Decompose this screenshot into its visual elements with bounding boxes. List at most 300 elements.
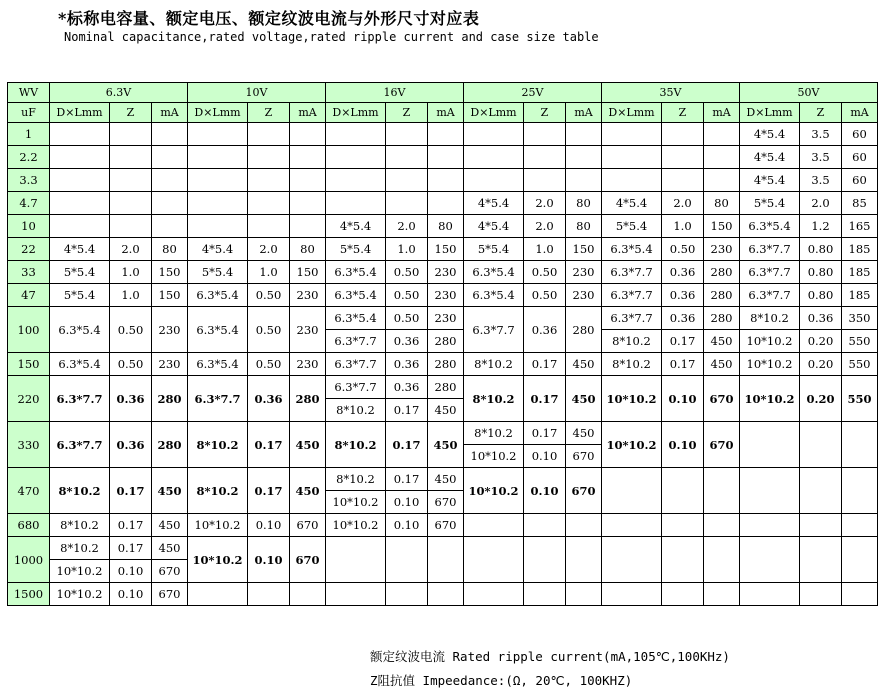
capacitance-value: 22 [8, 238, 50, 261]
empty-cell [662, 583, 704, 606]
empty-cell [740, 583, 800, 606]
ripple-cell: 80 [152, 238, 188, 261]
case-size-cell: 10*10.2 [602, 376, 662, 422]
impedance-cell: 1.2 [800, 215, 842, 238]
ripple-header: mA [290, 103, 326, 123]
empty-cell [386, 537, 428, 583]
impedance-cell: 0.17 [248, 468, 290, 514]
ripple-cell: 550 [842, 353, 878, 376]
case-size-cell: 10*10.2 [464, 468, 524, 514]
empty-cell [524, 583, 566, 606]
empty-cell [248, 146, 290, 169]
case-size-cell: 8*10.2 [464, 376, 524, 422]
empty-cell [464, 146, 524, 169]
impedance-cell: 0.10 [386, 514, 428, 537]
ripple-cell: 450 [704, 353, 740, 376]
impedance-cell: 0.36 [386, 330, 428, 353]
empty-cell [464, 514, 524, 537]
ripple-cell: 670 [704, 422, 740, 468]
case-size-cell: 10*10.2 [188, 537, 248, 583]
case-size-cell: 6.3*5.4 [188, 307, 248, 353]
size-header: D×Lmm [602, 103, 662, 123]
voltage-header: 16V [326, 83, 464, 103]
impedance-cell: 0.50 [110, 353, 152, 376]
empty-cell [188, 146, 248, 169]
empty-cell [842, 422, 878, 468]
ripple-cell: 230 [428, 261, 464, 284]
empty-cell [464, 537, 524, 583]
ripple-cell: 150 [152, 261, 188, 284]
ripple-cell: 230 [152, 353, 188, 376]
case-size-cell: 10*10.2 [464, 445, 524, 468]
ripple-cell: 450 [152, 537, 188, 560]
page-title: *标称电容量、额定电压、额定纹波电流与外形尺寸对应表 [58, 9, 480, 28]
impedance-cell: 0.10 [662, 376, 704, 422]
column-header-row [8, 103, 878, 123]
capacitance-value: 10 [8, 215, 50, 238]
impedance-cell: 2.0 [524, 215, 566, 238]
empty-cell [704, 123, 740, 146]
empty-cell [662, 169, 704, 192]
empty-cell [704, 583, 740, 606]
capacitance-value: 100 [8, 307, 50, 353]
size-header: D×Lmm [326, 103, 386, 123]
ripple-cell: 450 [566, 353, 602, 376]
case-size-cell: 10*10.2 [740, 330, 800, 353]
ripple-cell: 280 [428, 353, 464, 376]
empty-cell [386, 146, 428, 169]
ripple-cell: 450 [428, 468, 464, 491]
ripple-cell: 80 [566, 192, 602, 215]
empty-cell [704, 169, 740, 192]
voltage-header: 6.3V [50, 83, 188, 103]
ripple-cell: 185 [842, 261, 878, 284]
empty-cell [800, 422, 842, 468]
impedance-cell: 0.10 [110, 583, 152, 606]
empty-cell [602, 468, 662, 514]
ripple-cell: 60 [842, 146, 878, 169]
impedance-cell: 0.36 [662, 284, 704, 307]
case-size-cell: 5*5.4 [740, 192, 800, 215]
ripple-cell: 230 [566, 284, 602, 307]
capacitance-value: 4.7 [8, 192, 50, 215]
case-size-cell: 6.3*7.7 [602, 307, 662, 330]
case-size-cell: 5*5.4 [464, 238, 524, 261]
empty-cell [428, 146, 464, 169]
empty-cell [566, 123, 602, 146]
case-size-cell: 10*10.2 [326, 491, 386, 514]
empty-cell [428, 583, 464, 606]
ripple-cell: 80 [704, 192, 740, 215]
empty-cell [842, 514, 878, 537]
impedance-header: Z [110, 103, 152, 123]
empty-cell [386, 123, 428, 146]
impedance-cell: 0.10 [110, 560, 152, 583]
empty-cell [566, 169, 602, 192]
empty-cell [248, 583, 290, 606]
case-size-cell: 10*10.2 [602, 422, 662, 468]
impedance-cell: 0.50 [248, 353, 290, 376]
case-size-cell: 6.3*7.7 [188, 376, 248, 422]
voltage-header: 25V [464, 83, 602, 103]
case-size-cell: 8*10.2 [602, 353, 662, 376]
ripple-cell: 450 [566, 376, 602, 422]
case-size-cell: 10*10.2 [740, 353, 800, 376]
case-size-cell: 10*10.2 [188, 514, 248, 537]
case-size-cell: 4*5.4 [464, 215, 524, 238]
impedance-cell: 2.0 [524, 192, 566, 215]
ripple-cell: 280 [704, 261, 740, 284]
ripple-cell: 230 [428, 284, 464, 307]
case-size-cell: 5*5.4 [326, 238, 386, 261]
impedance-cell: 0.20 [800, 353, 842, 376]
capacitance-table [7, 82, 878, 606]
empty-cell [152, 169, 188, 192]
table-row [8, 468, 878, 491]
ripple-cell: 230 [152, 307, 188, 353]
table-row [8, 238, 878, 261]
case-size-cell: 8*10.2 [602, 330, 662, 353]
impedance-cell: 0.50 [248, 307, 290, 353]
empty-cell [800, 468, 842, 514]
ripple-cell: 60 [842, 169, 878, 192]
case-size-cell: 6.3*5.4 [326, 261, 386, 284]
case-size-cell: 8*10.2 [464, 353, 524, 376]
ripple-note: 额定纹波电流 Rated ripple current(mA,105℃,100KHz) [370, 649, 730, 664]
empty-cell [326, 583, 386, 606]
ripple-cell: 280 [704, 307, 740, 330]
impedance-cell: 0.10 [662, 422, 704, 468]
impedance-cell: 0.17 [110, 537, 152, 560]
impedance-cell: 0.36 [110, 376, 152, 422]
ripple-cell: 280 [428, 376, 464, 399]
impedance-note: Z阻抗值 Impeedance:(Ω, 20℃, 100KHZ) [370, 673, 633, 688]
ripple-cell: 185 [842, 284, 878, 307]
case-size-cell: 10*10.2 [50, 583, 110, 606]
empty-cell [566, 146, 602, 169]
impedance-cell: 1.0 [110, 284, 152, 307]
empty-cell [248, 169, 290, 192]
empty-cell [50, 146, 110, 169]
impedance-cell: 1.0 [524, 238, 566, 261]
impedance-cell: 3.5 [800, 123, 842, 146]
ripple-cell: 350 [842, 307, 878, 330]
impedance-cell: 0.50 [662, 238, 704, 261]
case-size-cell: 5*5.4 [188, 261, 248, 284]
ripple-cell: 230 [704, 238, 740, 261]
empty-cell [110, 123, 152, 146]
empty-cell [662, 537, 704, 583]
impedance-cell: 0.17 [110, 514, 152, 537]
impedance-cell: 0.17 [662, 330, 704, 353]
case-size-cell: 8*10.2 [740, 307, 800, 330]
ripple-cell: 165 [842, 215, 878, 238]
capacitance-value: 1 [8, 123, 50, 146]
empty-cell [524, 514, 566, 537]
empty-cell [290, 146, 326, 169]
table-row [8, 583, 878, 606]
capacitance-value: 680 [8, 514, 50, 537]
ripple-cell: 670 [290, 514, 326, 537]
impedance-cell: 1.0 [386, 238, 428, 261]
impedance-cell: 2.0 [800, 192, 842, 215]
impedance-header: Z [800, 103, 842, 123]
impedance-cell: 0.10 [248, 537, 290, 583]
impedance-cell: 0.17 [524, 353, 566, 376]
empty-cell [602, 514, 662, 537]
case-size-cell: 6.3*5.4 [740, 215, 800, 238]
ripple-cell: 185 [842, 238, 878, 261]
ripple-header: mA [842, 103, 878, 123]
ripple-cell: 230 [290, 307, 326, 353]
table-row [8, 146, 878, 169]
impedance-cell: 0.50 [386, 307, 428, 330]
ripple-cell: 670 [566, 445, 602, 468]
impedance-cell: 1.0 [248, 261, 290, 284]
page-subtitle: Nominal capacitance,rated voltage,rated ripple current and case size table [64, 30, 599, 44]
case-size-cell: 8*10.2 [326, 468, 386, 491]
uf-label: uF [8, 103, 50, 123]
case-size-cell: 6.3*7.7 [740, 261, 800, 284]
impedance-cell: 3.5 [800, 146, 842, 169]
table-row [8, 123, 878, 146]
case-size-cell: 6.3*7.7 [326, 376, 386, 399]
case-size-cell: 6.3*5.4 [188, 353, 248, 376]
impedance-cell: 0.17 [662, 353, 704, 376]
impedance-cell: 0.17 [524, 376, 566, 422]
case-size-cell: 4*5.4 [740, 169, 800, 192]
case-size-cell: 6.3*5.4 [464, 261, 524, 284]
impedance-cell: 0.36 [386, 353, 428, 376]
empty-cell [524, 169, 566, 192]
impedance-cell: 0.17 [386, 399, 428, 422]
ripple-cell: 450 [704, 330, 740, 353]
case-size-cell: 8*10.2 [464, 422, 524, 445]
ripple-cell: 450 [290, 422, 326, 468]
empty-cell [524, 537, 566, 583]
empty-cell [602, 583, 662, 606]
ripple-cell: 550 [842, 376, 878, 422]
case-size-cell: 6.3*5.4 [50, 353, 110, 376]
empty-cell [50, 192, 110, 215]
impedance-cell: 1.0 [662, 215, 704, 238]
impedance-header: Z [386, 103, 428, 123]
voltage-header: 50V [740, 83, 878, 103]
case-size-cell: 10*10.2 [326, 514, 386, 537]
empty-cell [602, 146, 662, 169]
empty-cell [290, 192, 326, 215]
empty-cell [152, 215, 188, 238]
empty-cell [662, 146, 704, 169]
size-header: D×Lmm [740, 103, 800, 123]
empty-cell [566, 514, 602, 537]
impedance-cell: 0.36 [662, 307, 704, 330]
empty-cell [842, 537, 878, 583]
case-size-cell: 6.3*5.4 [326, 284, 386, 307]
case-size-cell: 6.3*7.7 [602, 284, 662, 307]
table-row [8, 537, 878, 560]
ripple-cell: 450 [428, 422, 464, 468]
empty-cell [290, 215, 326, 238]
impedance-cell: 0.80 [800, 238, 842, 261]
empty-cell [326, 192, 386, 215]
case-size-cell: 4*5.4 [740, 123, 800, 146]
ripple-cell: 230 [290, 353, 326, 376]
empty-cell [464, 169, 524, 192]
table-row [8, 261, 878, 284]
empty-cell [704, 537, 740, 583]
empty-cell [524, 146, 566, 169]
impedance-cell: 0.36 [110, 422, 152, 468]
ripple-cell: 450 [290, 468, 326, 514]
capacitance-value: 3.3 [8, 169, 50, 192]
empty-cell [50, 169, 110, 192]
case-size-cell: 4*5.4 [740, 146, 800, 169]
empty-cell [428, 123, 464, 146]
size-header: D×Lmm [464, 103, 524, 123]
impedance-cell: 0.17 [386, 422, 428, 468]
capacitance-value: 330 [8, 422, 50, 468]
capacitance-value: 2.2 [8, 146, 50, 169]
empty-cell [800, 514, 842, 537]
empty-cell [386, 169, 428, 192]
impedance-cell: 2.0 [248, 238, 290, 261]
ripple-cell: 450 [152, 514, 188, 537]
empty-cell [188, 583, 248, 606]
impedance-cell: 3.5 [800, 169, 842, 192]
case-size-cell: 6.3*7.7 [50, 376, 110, 422]
empty-cell [326, 537, 386, 583]
ripple-cell: 150 [152, 284, 188, 307]
size-header: D×Lmm [50, 103, 110, 123]
case-size-cell: 10*10.2 [50, 560, 110, 583]
ripple-cell: 80 [428, 215, 464, 238]
empty-cell [740, 422, 800, 468]
empty-cell [662, 468, 704, 514]
table-row [8, 192, 878, 215]
case-size-cell: 4*5.4 [602, 192, 662, 215]
impedance-cell: 0.10 [386, 491, 428, 514]
impedance-cell: 0.10 [524, 445, 566, 468]
empty-cell [110, 146, 152, 169]
case-size-cell: 8*10.2 [326, 422, 386, 468]
impedance-cell: 0.50 [386, 261, 428, 284]
empty-cell [188, 169, 248, 192]
ripple-cell: 150 [428, 238, 464, 261]
empty-cell [326, 123, 386, 146]
impedance-cell: 0.50 [524, 284, 566, 307]
ripple-cell: 670 [428, 491, 464, 514]
ripple-cell: 450 [428, 399, 464, 422]
ripple-cell: 450 [566, 422, 602, 445]
table-row [8, 376, 878, 399]
empty-cell [464, 583, 524, 606]
ripple-cell: 230 [290, 284, 326, 307]
ripple-cell: 670 [152, 560, 188, 583]
case-size-cell: 4*5.4 [464, 192, 524, 215]
ripple-cell: 280 [704, 284, 740, 307]
ripple-cell: 670 [290, 537, 326, 583]
empty-cell [800, 537, 842, 583]
empty-cell [188, 192, 248, 215]
table-row [8, 169, 878, 192]
impedance-cell: 0.36 [386, 376, 428, 399]
empty-cell [662, 514, 704, 537]
empty-cell [110, 215, 152, 238]
impedance-cell: 0.10 [248, 514, 290, 537]
empty-cell [428, 169, 464, 192]
impedance-cell: 0.20 [800, 330, 842, 353]
ripple-cell: 280 [428, 330, 464, 353]
ripple-cell: 230 [428, 307, 464, 330]
empty-cell [566, 537, 602, 583]
empty-cell [248, 123, 290, 146]
ripple-header: mA [566, 103, 602, 123]
impedance-cell: 2.0 [662, 192, 704, 215]
case-size-cell: 6.3*7.7 [50, 422, 110, 468]
table-row [8, 307, 878, 330]
size-header: D×Lmm [188, 103, 248, 123]
voltage-header-row [8, 83, 878, 103]
impedance-cell: 0.17 [110, 468, 152, 514]
case-size-cell: 4*5.4 [50, 238, 110, 261]
case-size-cell: 8*10.2 [50, 514, 110, 537]
table-row [8, 284, 878, 307]
ripple-cell: 280 [152, 422, 188, 468]
case-size-cell: 8*10.2 [50, 468, 110, 514]
capacitance-value: 47 [8, 284, 50, 307]
impedance-cell: 2.0 [386, 215, 428, 238]
ripple-cell: 150 [704, 215, 740, 238]
table-row [8, 215, 878, 238]
empty-cell [602, 123, 662, 146]
impedance-cell: 0.50 [110, 307, 152, 353]
empty-cell [326, 146, 386, 169]
capacitance-value: 220 [8, 376, 50, 422]
voltage-header: 35V [602, 83, 740, 103]
empty-cell [188, 123, 248, 146]
ripple-cell: 670 [566, 468, 602, 514]
empty-cell [428, 537, 464, 583]
empty-cell [152, 192, 188, 215]
case-size-cell: 6.3*7.7 [602, 261, 662, 284]
case-size-cell: 6.3*5.4 [464, 284, 524, 307]
case-size-cell: 6.3*7.7 [464, 307, 524, 353]
impedance-cell: 0.50 [386, 284, 428, 307]
empty-cell [152, 123, 188, 146]
empty-cell [602, 169, 662, 192]
impedance-cell: 0.36 [662, 261, 704, 284]
impedance-cell: 0.36 [248, 376, 290, 422]
ripple-cell: 85 [842, 192, 878, 215]
case-size-cell: 8*10.2 [50, 537, 110, 560]
case-size-cell: 8*10.2 [188, 422, 248, 468]
empty-cell [464, 123, 524, 146]
capacitance-value: 33 [8, 261, 50, 284]
impedance-header: Z [662, 103, 704, 123]
empty-cell [524, 123, 566, 146]
impedance-cell: 0.50 [248, 284, 290, 307]
empty-cell [386, 583, 428, 606]
case-size-cell: 6.3*5.4 [602, 238, 662, 261]
empty-cell [566, 583, 602, 606]
impedance-cell: 2.0 [110, 238, 152, 261]
case-size-cell: 6.3*7.7 [740, 284, 800, 307]
impedance-cell: 0.17 [524, 422, 566, 445]
ripple-header: mA [152, 103, 188, 123]
voltage-header: 10V [188, 83, 326, 103]
ripple-cell: 60 [842, 123, 878, 146]
